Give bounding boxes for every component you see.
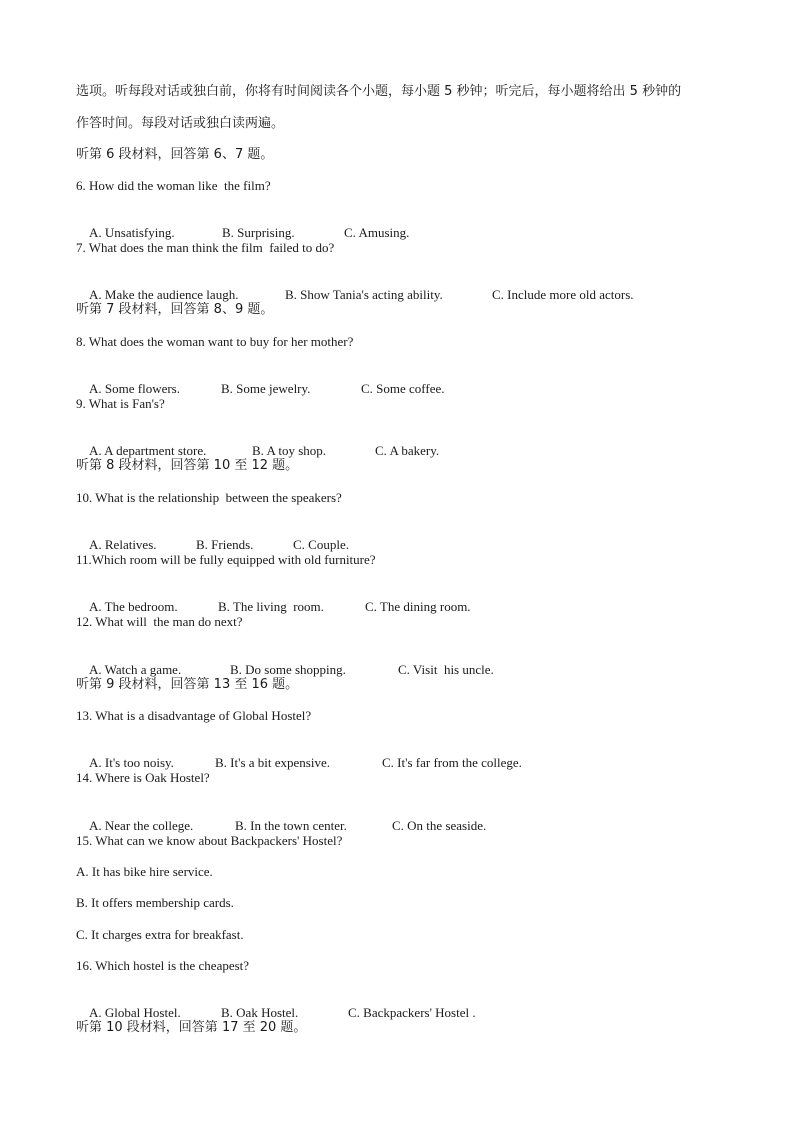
question-stem: 11.Which room will be fully equipped with old furniture? xyxy=(76,552,376,567)
option-a: A. It's too noisy. xyxy=(89,755,174,770)
question-stem: 9. What is Fan's? xyxy=(76,396,165,411)
question-option: C. It charges extra for breakfast. xyxy=(76,927,244,942)
option-b: B. Friends. xyxy=(196,537,254,552)
option-c: C. Amusing. xyxy=(344,225,410,240)
option-a: A. Relatives. xyxy=(89,537,157,552)
option-a: A. Near the college. xyxy=(89,818,194,833)
option-b: B. It's a bit expensive. xyxy=(215,755,330,770)
section-header: 听第 7 段材料，回答第 8、9 题。 xyxy=(76,302,274,317)
option-c: C. Some coffee. xyxy=(361,381,445,396)
instructions-line-2: 作答时间。每段对话或独白读两遍。 xyxy=(76,116,285,131)
section-header: 听第 9 段材料，回答第 13 至 16 题。 xyxy=(76,677,299,692)
question-stem: 16. Which hostel is the cheapest? xyxy=(76,958,250,973)
question-stem: 12. What will the man do next? xyxy=(76,614,243,629)
option-c: C. The dining room. xyxy=(365,599,471,614)
option-a: A. Make the audience laugh. xyxy=(89,287,239,302)
section-header: 听第 10 段材料，回答第 17 至 20 题。 xyxy=(76,1020,307,1035)
option-b: B. Do some shopping. xyxy=(230,662,346,677)
option-b: B. Surprising. xyxy=(222,225,295,240)
option-c: C. On the seaside. xyxy=(392,818,487,833)
option-c: C. Backpackers' Hostel . xyxy=(348,1005,476,1020)
question-stem: 8. What does the woman want to buy for her mother? xyxy=(76,334,354,349)
instructions-line-1: 选项。听每段对话或独白前，你将有时间阅读各个小题，每小题 5 秒钟；听完后，每小题将给出 5 秒钟的 xyxy=(76,84,682,99)
option-a: A. A department store. xyxy=(89,443,207,458)
option-a: A. Some flowers. xyxy=(89,381,180,396)
option-c: C. It's far from the college. xyxy=(382,755,522,770)
question-stem: 14. Where is Oak Hostel? xyxy=(76,770,210,785)
option-c: C. Visit his uncle. xyxy=(398,662,494,677)
question-stem: 10. What is the relationship between the speakers? xyxy=(76,490,342,505)
option-c: C. Couple. xyxy=(293,537,349,552)
option-a: A. Global Hostel. xyxy=(89,1005,181,1020)
option-c: C. A bakery. xyxy=(375,443,440,458)
option-b: B. A toy shop. xyxy=(252,443,327,458)
option-a: A. Watch a game. xyxy=(89,662,182,677)
option-b: B. Some jewelry. xyxy=(221,381,311,396)
question-stem: 7. What does the man think the film failed to do? xyxy=(76,240,335,255)
section-header: 听第 8 段材料，回答第 10 至 12 题。 xyxy=(76,458,299,473)
option-a: A. The bedroom. xyxy=(89,599,178,614)
option-a: A. Unsatisfying. xyxy=(89,225,175,240)
question-option: B. It offers membership cards. xyxy=(76,895,234,910)
option-c: C. Include more old actors. xyxy=(492,287,634,302)
question-stem: 13. What is a disadvantage of Global Hostel? xyxy=(76,708,312,723)
section-header: 听第 6 段材料，回答第 6、7 题。 xyxy=(76,147,274,162)
option-b: B. In the town center. xyxy=(235,818,347,833)
option-b: B. Show Tania's acting ability. xyxy=(285,287,443,302)
question-option: A. It has bike hire service. xyxy=(76,864,213,879)
option-b: B. Oak Hostel. xyxy=(221,1005,299,1020)
question-stem: 15. What can we know about Backpackers' Hostel? xyxy=(76,833,343,848)
option-b: B. The living room. xyxy=(218,599,324,614)
question-stem: 6. How did the woman like the film? xyxy=(76,178,271,193)
